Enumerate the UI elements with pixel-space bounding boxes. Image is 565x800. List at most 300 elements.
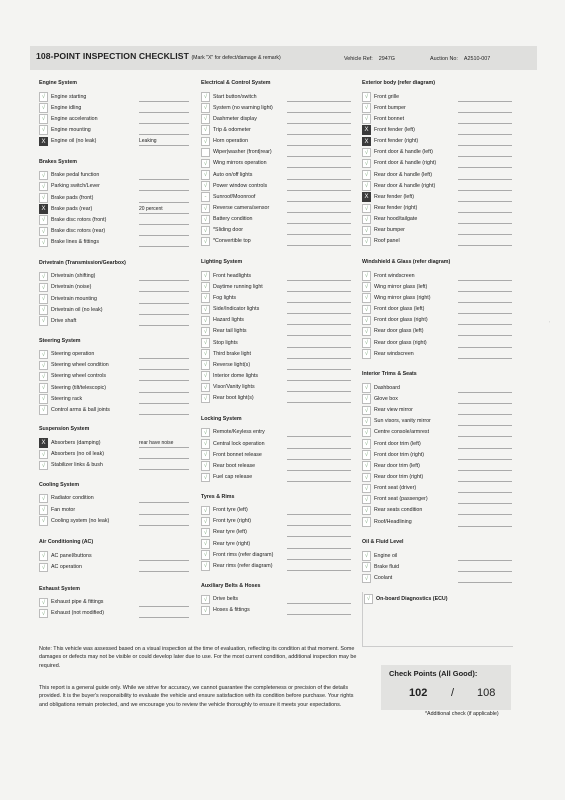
remark-line [287,358,351,359]
checklist-row [39,215,194,226]
item-label: Drive shaft [51,317,77,324]
item-label: Rear tyre (left) [213,529,247,536]
status-checkbox[interactable]: √ [39,461,48,471]
status-checkbox[interactable]: √ [39,563,48,573]
item-label: Front windscreen [374,272,415,279]
status-checkbox[interactable]: √ [39,598,48,608]
status-checkbox[interactable]: √ [201,215,210,225]
item-label: Rear fender (left) [374,193,415,200]
remark-line [287,291,351,292]
remark-line [287,369,351,370]
remark-line [458,167,512,168]
status-checkbox[interactable]: √ [39,516,48,526]
status-checkbox[interactable]: √ [201,439,210,449]
status-checkbox[interactable]: √ [201,92,210,102]
remark-line [287,459,351,460]
status-checkbox[interactable]: √ [201,561,210,571]
status-checkbox[interactable]: √ [39,551,48,561]
item-label: Engine idling [51,104,82,111]
status-checkbox[interactable]: √ [362,114,371,124]
status-checkbox[interactable]: √ [362,461,371,471]
item-label: Hazard lights [213,317,244,324]
remark-line [139,179,189,180]
status-checkbox[interactable]: √ [39,294,48,304]
remark-line [458,223,512,224]
section-title: Windshield & Glass (refer diagram) [362,259,451,266]
remark-line [139,213,189,214]
item-label: Front seat (passenger) [374,496,428,503]
remark-line [139,291,189,292]
status-checkbox[interactable]: √ [201,371,210,381]
status-checkbox[interactable]: √ [362,517,371,527]
checklist-row [39,171,194,182]
status-checkbox[interactable]: √ [201,159,210,169]
status-checkbox[interactable]: √ [362,181,371,191]
section-title: Air Conditioning (AC) [39,539,94,546]
item-label: Brake disc rotors (rear) [51,228,106,234]
item-label: Reverse camera/sensor [213,205,270,211]
status-checkbox[interactable]: √ [39,361,48,371]
status-checkbox[interactable]: √ [201,394,210,404]
status-checkbox[interactable]: √ [362,327,371,337]
status-checkbox[interactable]: √ [362,551,371,561]
remark-line [287,470,351,471]
status-checkbox[interactable]: √ [201,226,210,236]
remark-line [458,134,512,135]
status-checkbox[interactable]: √ [201,316,210,326]
checklist-row [201,92,356,103]
checklist-row [201,148,356,159]
auction-value: A2510-007 [463,56,491,62]
header-bar [30,46,537,70]
status-checkbox[interactable]: √ [39,114,48,124]
score-total: 108 [477,687,496,699]
item-label: Hoses & fittings [213,607,250,614]
item-label: Rear bumper [374,227,405,234]
status-checkbox[interactable]: √ [39,350,48,360]
checklist-row [39,494,194,505]
remark-line [458,212,512,213]
status-checkbox[interactable]: √ [201,428,210,438]
remark-line [139,369,189,370]
status-checkbox[interactable]: √ [201,327,210,337]
item-label: Wing mirror glass (right) [374,294,431,301]
status-checkbox[interactable]: √ [362,574,371,584]
section-title: Suspension System [39,426,90,433]
status-checkbox[interactable]: √ [39,125,48,135]
remark-line [139,525,189,526]
title-text: 108-POINT INSPECTION CHECKLIST [36,51,189,61]
status-checkbox[interactable]: √ [39,609,48,619]
status-checkbox[interactable]: √ [201,338,210,348]
status-checkbox[interactable]: √ [362,562,371,572]
checklist-row [201,181,356,192]
status-checkbox[interactable]: √ [201,282,210,292]
item-label: Battery condition [213,216,253,223]
checklist-row [39,394,194,405]
checklist-row [201,473,356,484]
checklist-row [39,361,194,372]
vehicle-ref-label: Vehicle Ref: [344,56,373,62]
section-title: Brakes System [39,158,77,165]
status-checkbox[interactable]: √ [362,349,371,359]
checklist-row [201,428,356,439]
remark-line [458,245,512,246]
title-subtitle: (Mark "X" for defect/damage & remark) [191,55,281,61]
item-label: Rear rims (refer diagram) [213,562,273,569]
status-checkbox[interactable]: √ [362,271,371,281]
status-checkbox[interactable]: √ [39,505,48,515]
checklist-row [39,450,194,461]
status-checkbox[interactable]: √ [39,272,48,282]
status-checkbox[interactable]: √ [201,349,210,359]
status-checkbox[interactable]: √ [39,316,48,326]
checklist-row [201,103,356,114]
remark-line [139,246,189,247]
item-label: Rear door glass (left) [374,328,424,335]
checklist-row [362,293,517,304]
remark-line [458,425,512,426]
status-checkbox[interactable]: √ [362,428,371,438]
checklist-row [362,383,517,394]
remark-line [139,358,189,359]
checklist-row [39,182,194,193]
item-label: Rear fender (right) [374,205,418,211]
remark-line [139,414,189,415]
status-checkbox[interactable]: √ [362,92,371,102]
item-label: Steering rack [51,395,83,402]
status-checkbox[interactable]: √ [201,170,210,180]
remark-line [287,123,351,124]
item-label: Fuel cap release [213,474,253,480]
status-checkbox[interactable]: √ [362,215,371,225]
item-label: Brake pedal function [51,172,100,179]
status-checkbox[interactable]: √ [362,394,371,404]
stray-mark: ' [549,320,550,325]
status-checkbox[interactable]: √ [362,293,371,303]
status-checkbox[interactable]: √ [362,159,371,169]
checklist-row [39,316,194,327]
checklist-row [362,473,517,484]
remark-line [458,190,512,191]
checklist-row [362,439,517,450]
remark-line [139,202,189,203]
remark-line [139,303,189,304]
status-checkbox[interactable]: √ [201,383,210,393]
checklist-row [39,461,194,472]
checklist-row [39,598,194,609]
status-checkbox[interactable]: √ [201,517,210,527]
checklist-row [201,226,356,237]
status-checkbox[interactable]: √ [362,148,371,158]
status-checkbox[interactable]: √ [39,193,48,203]
status-checkbox[interactable]: √ [39,182,48,192]
checklist-row [362,562,517,573]
status-checkbox[interactable]: √ [362,103,371,113]
remark-line [139,560,189,561]
item-label: Engine oil (no leak) [51,138,97,145]
status-checkbox[interactable]: √ [39,305,48,315]
checklist-row [362,316,517,327]
status-checkbox[interactable]: X [39,438,48,448]
status-checkbox[interactable]: √ [39,215,48,225]
remark-line [139,190,189,191]
status-checkbox[interactable]: √ [201,550,210,560]
remark-line [458,436,512,437]
item-label: Front door trim (right) [374,451,425,458]
item-label: Visor/Vanity lights [213,384,255,391]
remark-line [139,314,189,315]
remark-line [458,459,512,460]
status-checkbox[interactable]: - [201,192,210,202]
item-label: Front door & handle (left) [374,149,433,156]
remark-line [287,156,351,157]
checklist-row [201,204,356,215]
status-checkbox[interactable]: √ [362,226,371,236]
remark-line [139,469,189,470]
status-checkbox[interactable]: √ [201,595,210,605]
status-checkbox[interactable]: √ [201,506,210,516]
checklist-row [201,371,356,382]
remark-line [287,145,351,146]
status-checkbox[interactable]: √ [201,271,210,281]
item-label: Steering operation [51,351,95,358]
remark-line [287,514,351,515]
status-checkbox[interactable]: √ [39,383,48,393]
status-checkbox[interactable]: √ [39,405,48,415]
status-checkbox[interactable]: √ [362,170,371,180]
checklist-row [39,516,194,527]
section-title: Exhaust System [39,585,80,592]
remark-line [287,302,351,303]
item-label: Fog lights [213,294,236,301]
section-title: Auxiliary Belts & Hoses [201,582,261,589]
checklist-row [201,461,356,472]
status-checkbox[interactable] [201,148,210,158]
item-label: Coolant [374,575,393,582]
status-checkbox[interactable]: √ [362,439,371,449]
item-label: Stop lights [213,339,238,346]
remark-line [139,606,189,607]
status-checkbox[interactable]: √ [39,238,48,248]
status-checkbox[interactable]: √ [201,528,210,538]
section-title: Engine System [39,80,77,86]
remark-line [458,335,512,336]
checklist-row [201,561,356,572]
status-checkbox[interactable]: √ [362,383,371,393]
remark-line [458,101,512,102]
item-label: Reverse light(s) [213,361,251,368]
checklist-row [201,159,356,170]
remark-line [139,134,189,135]
checklist-row [362,450,517,461]
checklist-row [362,148,517,159]
remark-line [287,481,351,482]
remark-line [139,571,189,572]
status-checkbox[interactable]: √ [201,360,210,370]
status-checkbox[interactable]: √ [362,406,371,416]
status-checkbox[interactable]: √ [201,305,210,315]
checklist-row [39,92,194,103]
status-checkbox[interactable]: √ [201,181,210,191]
remark-line [139,617,189,618]
item-label: Engine oil [374,552,398,559]
item-label: Drive belts [213,596,239,603]
status-checkbox[interactable]: √ [39,227,48,237]
checklist-row [201,539,356,550]
item-label: Steering (tilt/telescopic) [51,384,107,391]
remark-line [139,235,189,236]
status-checkbox[interactable]: √ [39,103,48,113]
item-label: Wing mirrors operation [213,160,267,167]
status-checkbox[interactable]: X [39,204,48,214]
status-checkbox[interactable]: √ [39,92,48,102]
remark-line [458,571,512,572]
status-checkbox[interactable]: √ [362,450,371,460]
status-checkbox[interactable]: X [362,125,371,135]
score-panel [381,665,511,710]
item-label: Brake lines & fittings [51,239,99,246]
remark-line [139,325,189,326]
remark-text: Leaking [139,138,157,145]
status-checkbox[interactable]: √ [201,237,210,247]
remark-line [139,112,189,113]
checklist-row [362,495,517,506]
section-title: Locking System [201,415,242,422]
item-label: Front door glass (right) [374,317,428,324]
status-checkbox[interactable]: √ [362,473,371,483]
status-checkbox[interactable]: √ [201,114,210,124]
status-checkbox[interactable]: √ [39,372,48,382]
remark-line [139,502,189,503]
section-title: Electrical & Control System [201,80,271,86]
remark-line [287,570,351,571]
status-checkbox[interactable]: X [362,192,371,202]
remark-line [287,190,351,191]
status-checkbox[interactable]: √ [362,237,371,247]
section-title: Lighting System [201,259,243,266]
status-checkbox[interactable]: √ [362,506,371,516]
remark-line [458,414,512,415]
remark-line [458,560,512,561]
status-checkbox[interactable]: √ [201,473,210,483]
status-checkbox[interactable]: √ [362,204,371,214]
item-label: Rear tyre (right) [213,540,251,547]
checklist-row [39,350,194,361]
status-checkbox[interactable]: √ [362,282,371,292]
remark-line [287,436,351,437]
checklist-row [362,170,517,181]
status-checkbox[interactable]: √ [362,305,371,315]
score-slash: / [451,687,455,699]
status-checkbox[interactable]: √ [362,495,371,505]
remark-line [139,145,189,146]
section-title: Steering System [39,337,81,344]
status-checkbox[interactable]: √ [362,316,371,326]
status-checkbox[interactable]: √ [201,450,210,460]
item-label: Absorbers (damping) [51,439,101,446]
checklist-row [201,383,356,394]
remark-line [287,347,351,348]
remark-line [287,380,351,381]
status-checkbox[interactable]: √ [201,125,210,135]
checklist-row [39,563,194,574]
remark-line [287,245,351,246]
checklist-row [39,125,194,136]
checklist-row [201,125,356,136]
status-checkbox[interactable]: √ [201,137,210,147]
status-checkbox[interactable]: √ [201,606,210,616]
checklist-row [201,349,356,360]
status-checkbox[interactable]: √ [201,539,210,549]
remark-line [458,313,512,314]
status-checkbox[interactable]: √ [201,103,210,113]
status-checkbox[interactable]: X [362,137,371,147]
item-label: Exhaust (not modified) [51,610,104,617]
status-checkbox[interactable]: √ [39,283,48,293]
status-checkbox[interactable]: √ [362,417,371,427]
checklist-row [201,327,356,338]
status-checkbox[interactable]: √ [201,293,210,303]
remark-line [287,234,351,235]
status-checkbox[interactable]: √ [39,450,48,460]
status-checkbox[interactable]: √ [39,394,48,404]
checklist-row [39,305,194,316]
checklist-row [362,551,517,562]
checklist-row [201,293,356,304]
item-label: Dashboard [374,384,400,391]
remark-line [287,179,351,180]
status-checkbox[interactable]: √ [362,484,371,494]
page-title [36,51,281,61]
status-checkbox[interactable]: X [39,137,48,147]
checklist-row [201,237,356,248]
checklist-row [201,550,356,561]
item-label: Front tyre (right) [213,518,251,525]
remark-line [139,392,189,393]
item-label: Drivetrain mounting [51,295,97,302]
vehicle-ref-value: 2947G [378,56,395,62]
section-title: Oil & Fluid Level [362,539,404,546]
item-label: Engine acceleration [51,115,98,122]
status-checkbox[interactable]: √ [39,171,48,181]
checklist-row [362,137,517,148]
item-label: Radiator condition [51,495,94,502]
item-label: Sun visors, vanity mirror [374,418,431,425]
item-label: Remote/Keyless entry [213,429,265,436]
checklist-row [201,360,356,371]
checklist-row [362,114,517,125]
remark-line [287,280,351,281]
remark-line [139,458,189,459]
status-checkbox[interactable]: √ [39,494,48,504]
remark-line [458,302,512,303]
remark-line [458,347,512,348]
remark-line [287,167,351,168]
item-label: Sunroof/Moonroof [213,193,256,200]
obd-checkbox[interactable]: √ [364,594,373,604]
status-checkbox[interactable]: √ [201,461,210,471]
status-checkbox[interactable]: √ [362,338,371,348]
checklist-row [362,506,517,517]
status-checkbox[interactable]: √ [201,204,210,214]
score-label: Check Points (All Good): [389,669,478,678]
item-label: Horn operation [213,138,249,145]
checklist-row [362,517,517,528]
checklist-row [201,439,356,450]
checklist-row [362,192,517,203]
remark-line [139,123,189,124]
